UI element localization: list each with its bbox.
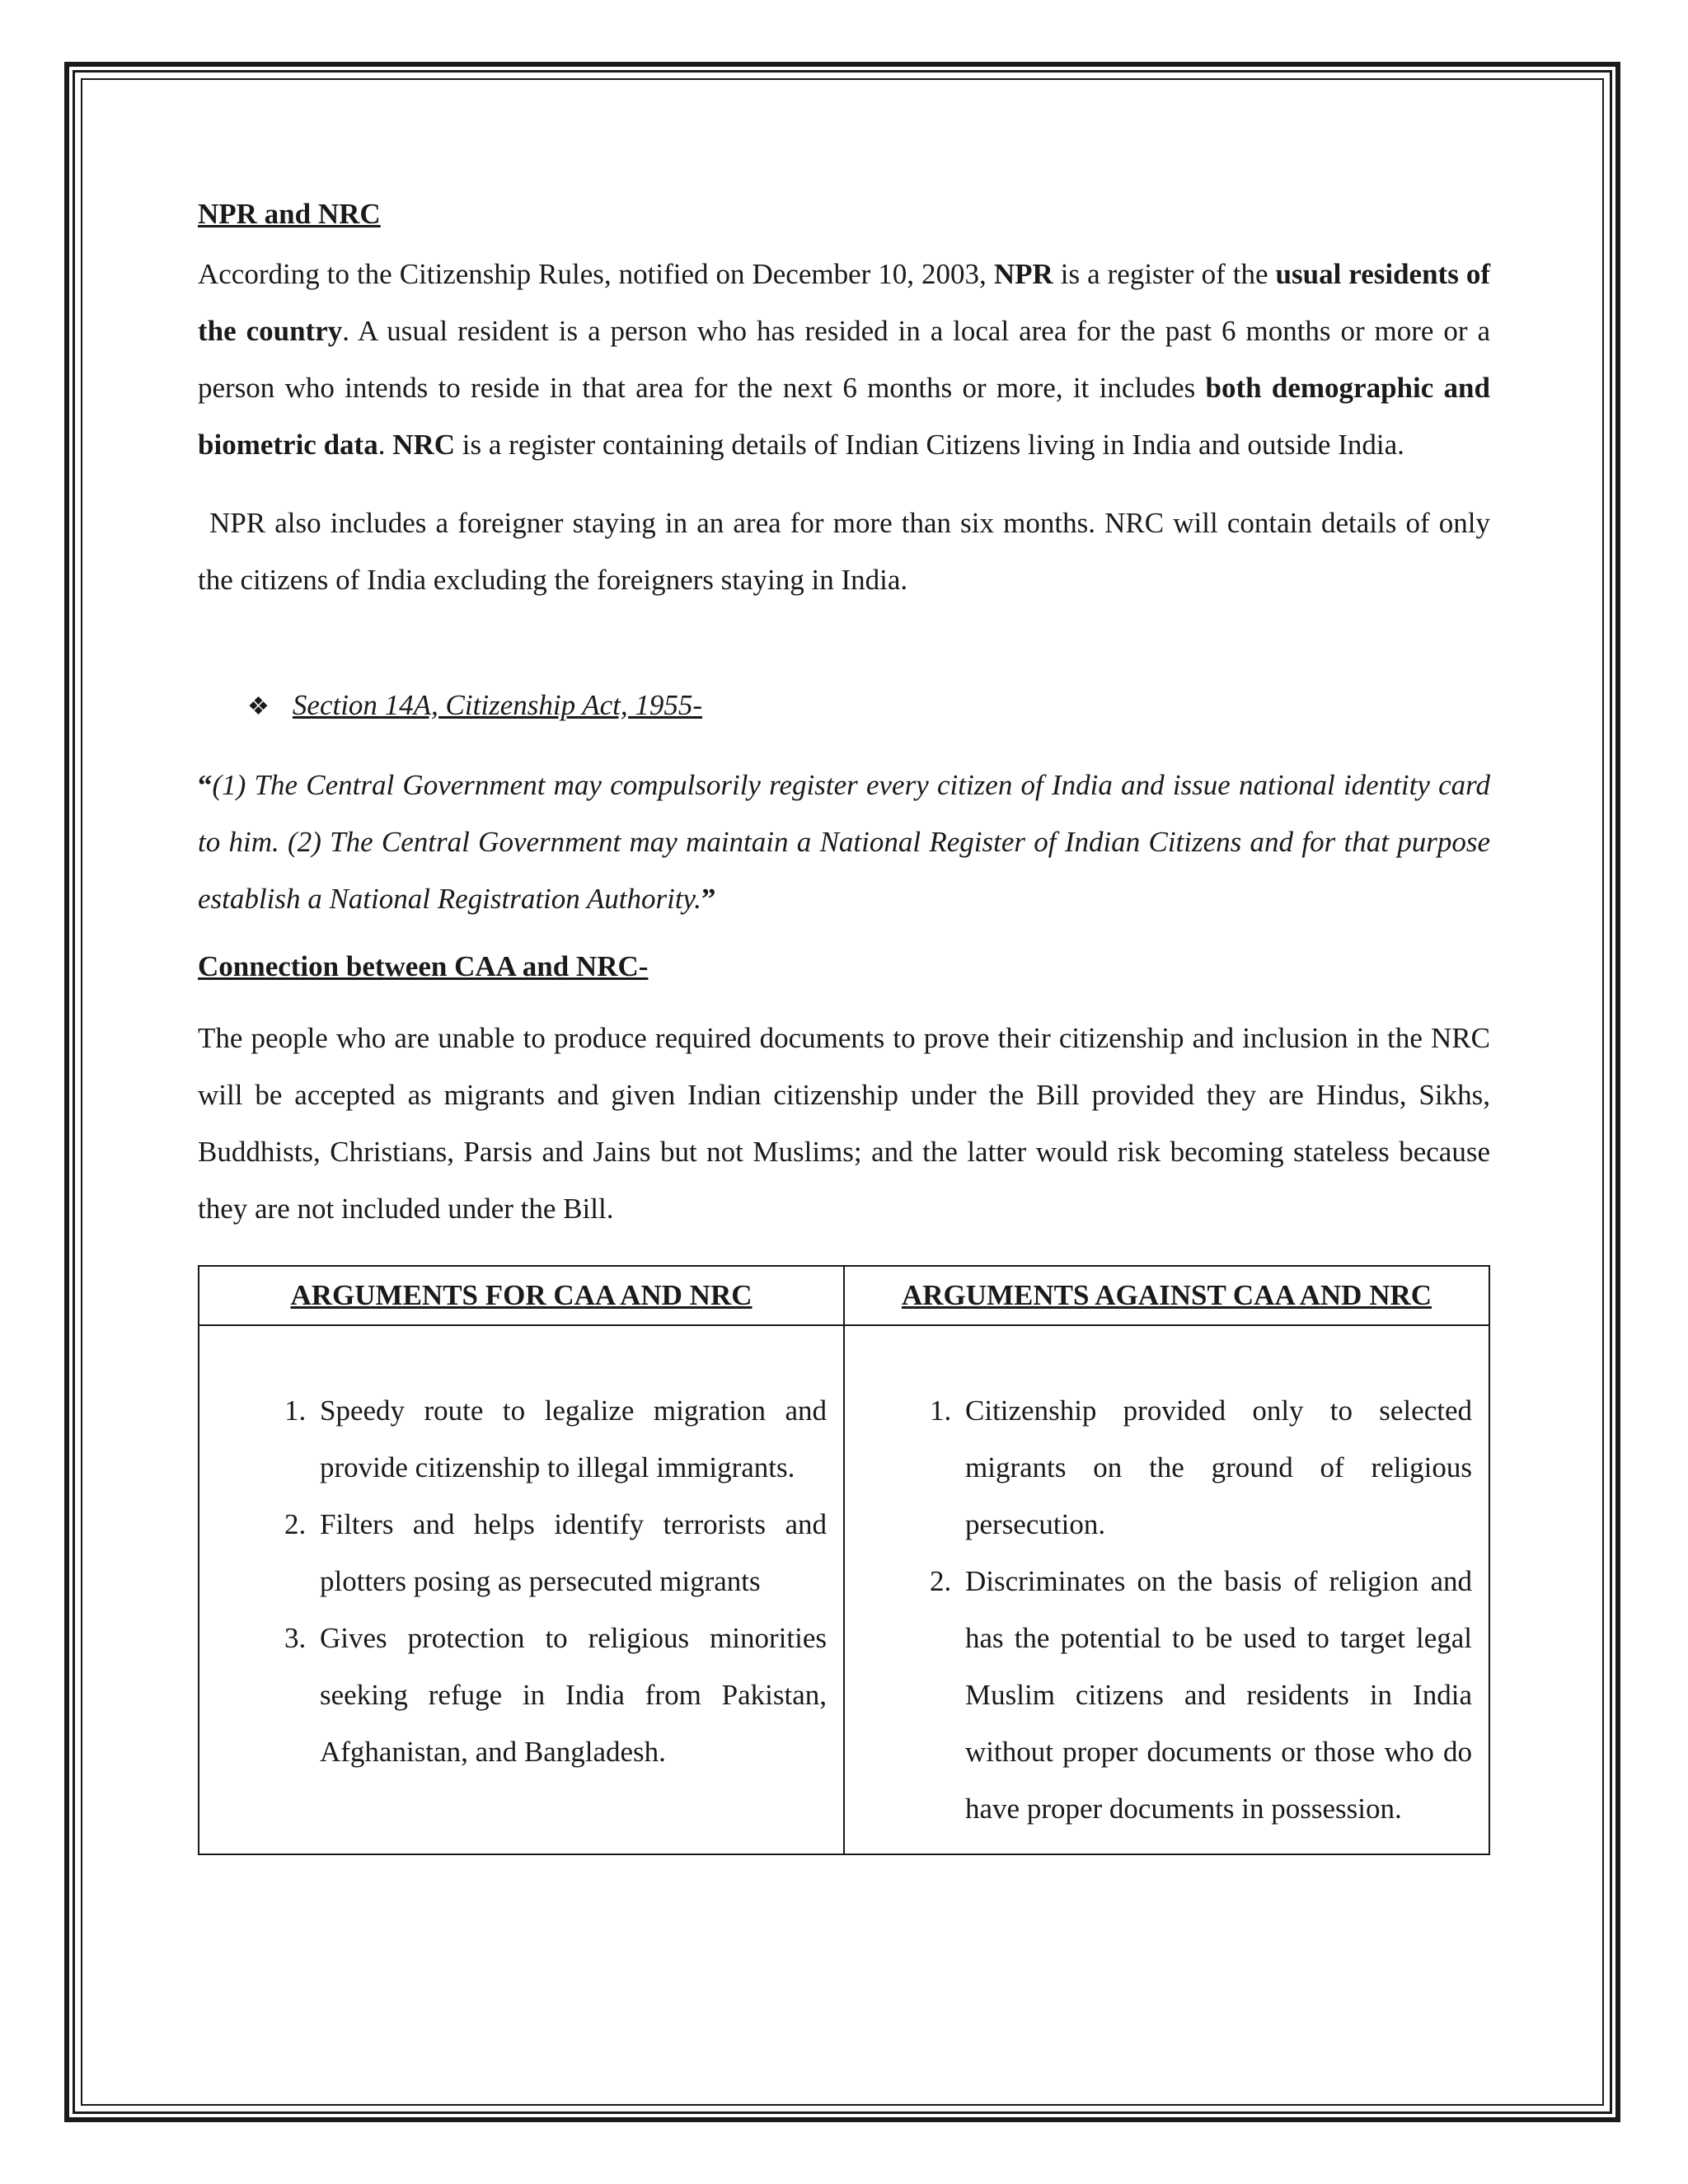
list-item: 3. Gives protection to religious minorities seeking refuge in India from Pakistan, Afghanistan, and Bangladesh.	[313, 1610, 827, 1780]
list-item: 1. Citizenship provided only to selected migrants on the ground of religious persecution.	[959, 1382, 1472, 1553]
p1-bold-usual-residents: usual residents of the country	[198, 258, 1490, 347]
diamond-bullet-icon: ❖	[247, 693, 270, 720]
npr-nrc-heading: NPR and NRC	[198, 198, 381, 230]
arguments-for-cell	[199, 1325, 844, 1854]
p1-bold-npr: NPR	[993, 258, 1053, 290]
close-quote-mark: ”	[701, 883, 716, 915]
p1-text-1: According to the Citizenship Rules, notified on December 10, 2003,	[198, 258, 994, 290]
quote-text: (1) The Central Government may compulsorily register every citizen of India and issue national identity card to him. (2) The Central Government may maintain a National Register of Indian Citizens and for that purpose establish a National Registration Authority.	[198, 769, 1490, 915]
connection-heading: Connection between CAA and NRC-	[198, 950, 649, 982]
document-content	[198, 198, 1490, 1855]
npr-foreigner-paragraph: NPR also includes a foreigner staying in an area for more than six months. NRC will contain details of only the citizens of India excluding the foreigners staying in India.	[198, 507, 1490, 596]
p1-text-4: .	[377, 429, 393, 461]
p1-text-3: . A usual resident is a person who has resided in a local area for the past 6 months or more or a person who intends to reside in that area for the next 6 months or more, it includes	[198, 315, 1491, 404]
arguments-against-list	[861, 1382, 1472, 1837]
table-row	[199, 1325, 1489, 1854]
section-reference-text: Section 14A, Citizenship Act, 1955-	[292, 689, 702, 721]
list-item: 1. Speedy route to legalize migration and provide citizenship to illegal immigrants.	[313, 1382, 827, 1496]
open-quote-mark: “	[198, 769, 213, 801]
arguments-for-list	[216, 1382, 827, 1780]
list-item: 2. Filters and helps identify terrorists and plotters posing as persecuted migrants	[313, 1496, 827, 1610]
arguments-for-header: ARGUMENTS FOR CAA AND NRC	[199, 1266, 844, 1325]
p1-text-5: is a register containing details of Indian Citizens living in India and outside India.	[455, 429, 1404, 461]
p1-bold-nrc: NRC	[392, 429, 456, 461]
p1-text-2: is a register of the	[1053, 258, 1276, 290]
p1-bold-demographic-biometric: both demographic and biometric data	[198, 372, 1490, 461]
npr-definition-paragraph	[198, 246, 1490, 473]
section-reference	[198, 689, 1490, 722]
arguments-against-cell	[844, 1325, 1489, 1854]
table-header-row	[199, 1266, 1489, 1325]
arguments-table	[198, 1265, 1490, 1855]
section-quote	[198, 757, 1490, 927]
connection-paragraph: The people who are unable to produce required documents to prove their citizenship and inclusion in the NRC will be accepted as migrants and given Indian citizenship under the Bill provided they are Hindus, Sikhs, Buddhists, Christians, Parsis and Jains but not Muslims; and the latter would risk becoming stateless because they are not included under the Bill.	[198, 1022, 1490, 1225]
list-item: 2. Discriminates on the basis of religion and has the potential to be used to target legal Muslim citizens and residents in India without proper documents or those who do have proper documents in possession.	[959, 1553, 1472, 1837]
arguments-against-header: ARGUMENTS AGAINST CAA AND NRC	[844, 1266, 1489, 1325]
